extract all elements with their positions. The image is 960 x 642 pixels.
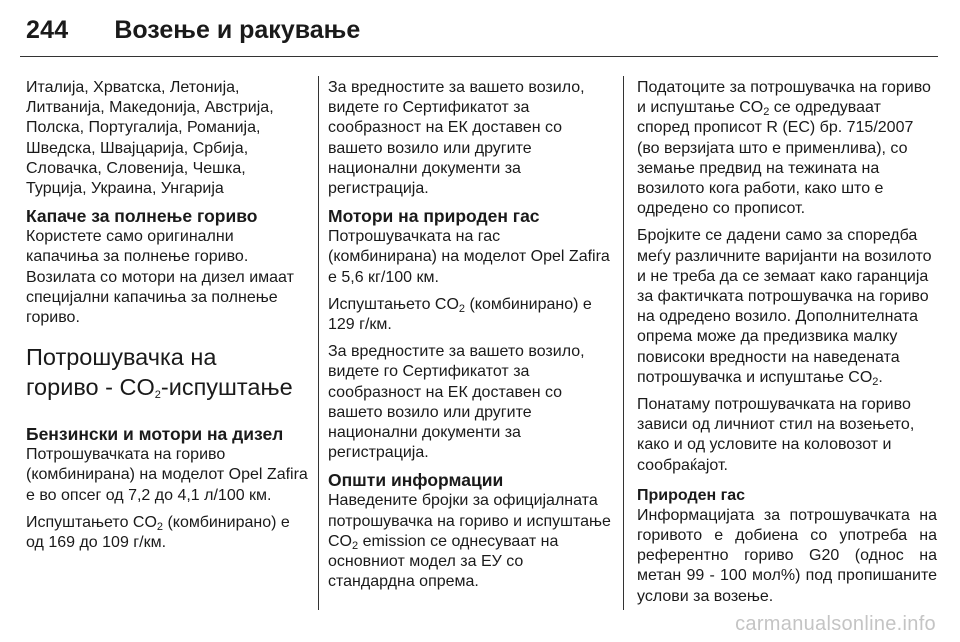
data-regulation-sub: 2 xyxy=(763,106,770,119)
column-3 xyxy=(637,78,937,614)
consumption-heading-line2: гориво - CO xyxy=(26,374,155,401)
consumption-heading xyxy=(26,342,308,402)
petrol-diesel-heading: Бензински и мотори на дизел xyxy=(26,424,284,445)
chapter-title: Возење и ракување xyxy=(114,16,361,44)
natural-gas-heading: Природен гас xyxy=(637,486,746,504)
natural-gas-paragraph: Потрошувачката на гас (комбинирана) на моделот Opel Zafira е 5,6 кг/100 км. xyxy=(328,228,610,286)
fuel-caps-paragraph: Користете само оригинални капачиња за полнење гориво. Возилата со мотори на дизел имаат специјални капачиња за полнење гориво. xyxy=(26,228,294,327)
values-paragraph-1: За вредностите за вашето возило, видете го Сертификатот за сообразност на ЕК доставен со вашето возило или другите национални документи за регистрација. xyxy=(328,79,585,198)
consumption-heading-sub: 2 xyxy=(154,389,161,402)
column-1 xyxy=(26,78,308,560)
petrol-emission-text: Испуштањето CO xyxy=(26,513,157,531)
comparison-paragraph xyxy=(637,226,937,388)
general-info-text-end: emission се однесуваат на основниот модел за ЕУ со стандардна опрема. xyxy=(328,532,559,591)
petrol-emission-sub: 2 xyxy=(156,520,164,533)
gas-emission-sub: 2 xyxy=(458,302,466,315)
natural-gas-engines-heading: Мотори на природен гас xyxy=(328,206,540,227)
comparison-text: Бројките се дадени само за споредба меѓу различните варијанти на возилото и не треба да се земаат како гаранција за фактичката потрошувачка на гориво на одредено возило. Дополнителната опрема може да предизвика малку повисоки вредности на наведената потрошувачка и испуштање CO xyxy=(637,227,932,386)
petrol-emission-text-end: (комбинирано) е од 169 до 109 г/км. xyxy=(26,513,290,552)
consumption-heading-end: -испуштање xyxy=(160,374,293,401)
natural-gas-info-paragraph: Информацијата за потрошувачката на горивото е добиена со употреба на референтно гориво G20 (однос на метан 99 - 100 мол%) под пропишаните услови за возење. xyxy=(637,506,937,605)
page-header xyxy=(26,16,360,56)
general-info-paragraph xyxy=(328,491,613,592)
column-divider-2 xyxy=(623,76,624,610)
header-divider xyxy=(20,56,938,57)
general-info-text: Наведените бројки за официјалната потрошувачка на гориво и испуштање CO xyxy=(328,492,611,550)
petrol-emission-paragraph xyxy=(26,513,308,553)
page-number: 244 xyxy=(26,16,69,44)
general-info-sub: 2 xyxy=(352,539,359,552)
watermark: carmanualsonline.info xyxy=(735,613,936,635)
comparison-sub: 2 xyxy=(872,375,879,388)
gas-emission-text-end: (комбинирано) е 129 г/км. xyxy=(328,295,592,334)
countries-paragraph: Италија, Хрватска, Летонија, Литванија, Македонија, Австрија, Полска, Португалија, Романија, Шведска, Швајцарија, Србија, Словачка, Словенија, Чешка, Турција, Украина, Унгарија xyxy=(26,79,274,198)
data-regulation-text: Податоците за потрошувачка на гориво и испуштање CO xyxy=(637,79,931,117)
gas-emission-text: Испуштањето CO xyxy=(328,295,459,313)
gas-emission-paragraph xyxy=(328,295,613,335)
fuel-caps-heading: Капаче за полнење гориво xyxy=(26,206,258,227)
comparison-text-end: . xyxy=(878,368,883,386)
driving-style-paragraph: Понатаму потрошувачката на гориво зависи од личниот стил на возењето, како и од условите на коловозот и сообраќајот. xyxy=(637,396,915,474)
petrol-diesel-paragraph: Потрошувачката на гориво (комбинирана) на моделот Opel Zafira е во опсег од 7,2 до 4,1 л/100 км. xyxy=(26,446,308,504)
consumption-heading-line1: Потрошувачка на xyxy=(26,344,217,371)
column-2 xyxy=(328,78,613,599)
data-regulation-paragraph xyxy=(637,78,937,219)
values-paragraph-2: За вредностите за вашето возило, видете го Сертификатот за сообразност на ЕК доставен со вашето возило или другите национални документи за регистрација. xyxy=(328,343,585,462)
general-info-heading: Општи информации xyxy=(328,470,504,491)
data-regulation-text-end: се одредуваат според прописот R (EC) бр. 715/2007 (во верзијата што е применлива), со земање предвид на тежината на возилото кога работи, како што е одредено со прописот. xyxy=(637,99,914,218)
column-divider-1 xyxy=(318,76,319,610)
